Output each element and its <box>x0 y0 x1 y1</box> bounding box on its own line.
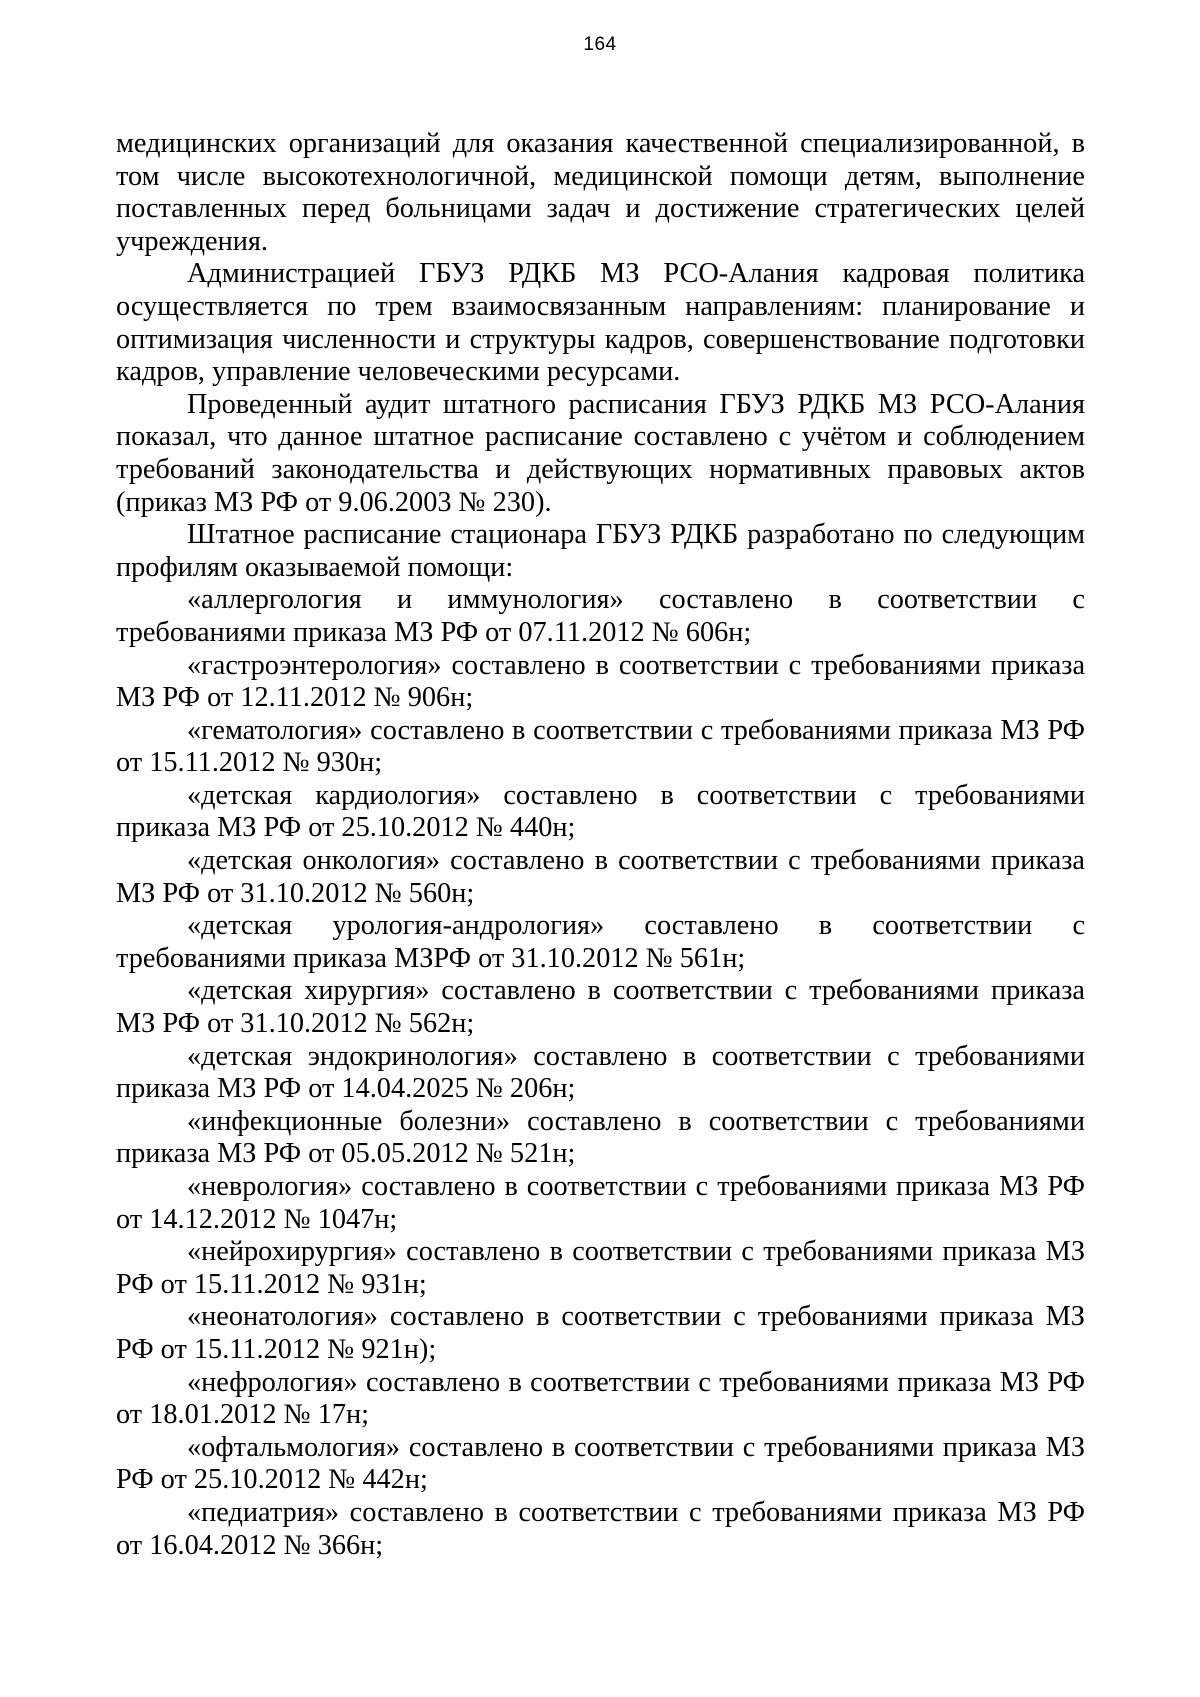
paragraph: Администрацией ГБУЗ РДКБ МЗ РСО-Алания кадровая политика осуществляется по трем взаимосвязанным направлениям: планирование и оптимизация численности и структуры кадров, совершенствование подготовки кадров, управление человеческими ресурсами. <box>116 258 1085 388</box>
paragraph: «неврология» составлено в соответствии с требованиями приказа МЗ РФ от 14.12.2012 № 1047н; <box>116 1171 1085 1235</box>
page-number: 164 <box>583 34 617 55</box>
paragraph: «нейрохирургия» составлено в соответствии с требованиями приказа МЗ РФ от 15.11.2012 № 931н; <box>116 1236 1085 1300</box>
paragraph: «детская онкология» составлено в соответствии с требованиями приказа МЗ РФ от 31.10.2012 № 560н; <box>116 845 1085 909</box>
paragraph: Штатное расписание стационара ГБУЗ РДКБ разработано по следующим профилям оказываемой помощи: <box>116 519 1085 583</box>
paragraph: «педиатрия» составлено в соответствии с требованиями приказа МЗ РФ от 16.04.2012 № 366н; <box>116 1496 1085 1561</box>
paragraph: Проведенный аудит штатного расписания ГБУЗ РДКБ МЗ РСО-Алания показал, что данное штатное расписание составлено с учётом и соблюдением требований законодательства и действующих нормативных правовых актов (приказ МЗ РФ от 9.06.2003 № 230). <box>116 388 1085 518</box>
paragraph: «инфекционные болезни» составлено в соответствии с требованиями приказа МЗ РФ от 05.05.2012 № 521н; <box>116 1105 1085 1170</box>
paragraph: «нефрология» составлено в соответствии с требованиями приказа МЗ РФ от 18.01.2012 № 17н; <box>116 1366 1085 1431</box>
paragraph: «детская урология-андрология» составлено в соответствии с требованиями приказа МЗРФ от 31.10.2012 № 561н; <box>116 910 1085 974</box>
paragraph: «детская кардиология» составлено в соответствии с требованиями приказа МЗ РФ от 25.10.2012 № 440н; <box>116 779 1085 844</box>
paragraph: медицинских организаций для оказания качественной специализированной, в том числе высокотехнологичной, медицинской помощи детям, выполнение поставленных перед больницами задач и достижение стратегических целей учреждения. <box>116 128 1085 257</box>
paragraph: «офтальмология» составлено в соответствии с требованиями приказа МЗ РФ от 25.10.2012 № 442н; <box>116 1431 1085 1496</box>
paragraph: «аллергология и иммунология» составлено в соответствии с требованиями приказа МЗ РФ от 07.11.2012 № 606н; <box>116 584 1085 648</box>
paragraph: «гематология» составлено в соответствии с требованиями приказа МЗ РФ от 15.11.2012 № 930н; <box>116 714 1085 779</box>
paragraph: «гастроэнтерология» составлено в соответствии с требованиями приказа МЗ РФ от 12.11.2012 № 906н; <box>116 649 1085 714</box>
paragraph: «детская эндокринология» составлено в соответствии с требованиями приказа МЗ РФ от 14.04.2025 № 206н; <box>116 1040 1085 1105</box>
document-body <box>116 128 1085 1562</box>
paragraph: «неонатология» составлено в соответствии с требованиями приказа МЗ РФ от 15.11.2012 № 921н); <box>116 1301 1085 1365</box>
paragraph: «детская хирургия» составлено в соответствии с требованиями приказа МЗ РФ от 31.10.2012 № 562н; <box>116 975 1085 1040</box>
